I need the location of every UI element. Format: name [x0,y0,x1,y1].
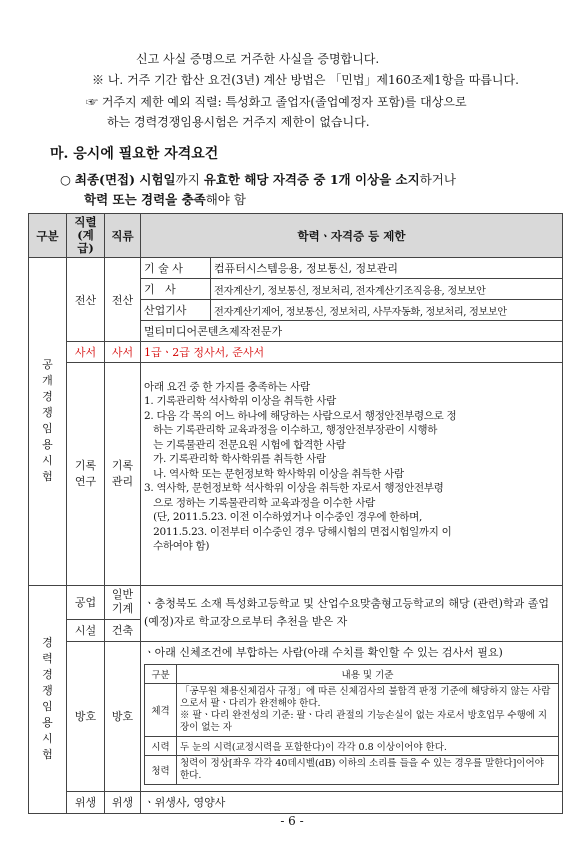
physique-label: 체격 [145,684,177,737]
records-line: 으로 정하는 기록물관리학 교육과정을 이수한 사람 [144,496,376,509]
intro-line-2 [92,71,519,88]
intro-line-4: 하는 경력경쟁임용시험은 거주지 제한이 없습니다. [107,115,370,129]
sub-header-content: 내용 및 기준 [177,665,559,684]
bullet-bold-1: 최종(면접) 시험일 [74,172,176,187]
hearing-label: 청력 [145,756,177,785]
records-line: 아래 요건 중 한 가지를 충족하는 사람 [144,380,310,393]
records-line: 나. 역사학 또는 문헌정보학 학사학위 이상을 취득한 사람 [144,467,404,480]
records-series: 기록관리 [105,363,141,586]
bullet-icon: ○ [60,172,71,187]
note-text: 나. 거주 기간 합산 요건(3년) 계산 방법은 「민법」제160조제1항을 따릅니다. [107,73,519,87]
records-line: 가. 기록관리학 학사학위를 취득한 사람 [144,453,326,465]
facility-grade: 시설 [67,619,105,641]
intro-line-1: 신고 사실 증명으로 거주한 사실을 증명합니다. [136,52,380,66]
cert-extra: 멀티미디어콘텐츠제작전문가 [141,321,563,342]
requirements-table [28,213,563,814]
records-line: 2011.5.23. 이전부터 이수중인 경우 당해시험의 면접시험일까지 이 [144,525,452,538]
table-row [29,641,563,791]
hearing-content: 청력이 정상[좌우 각각 40데시벨(dB) 이하의 소리를 들을 수 있는 경우를 말한다]이어야 한다. [177,756,559,785]
records-line: 수하여야 함) [144,540,210,552]
physique-text-1: 「공무원 채용신체검사 규정」에 따른 신체검사의 불합격 판정 기준에 해당하지 않는 사람으로서 팔ㆍ다리가 완전해야 한다. [180,686,551,709]
header-category: 구분 [29,214,67,258]
records-line: 2. 다음 각 목의 어느 하나에 해당하는 사람으로서 행정안전부령으로 정 [144,409,457,422]
industry-requirement: ㆍ충청북도 소재 특성화고등학교 및 산업수요맞춤형고등학교의 해당 (관련)학과 졸업(예정)자로 학교장으로부터 추천을 받은 자 [141,585,563,641]
records-line: 하는 기록관리학 교육과정을 이수하고, 행정안전부장관이 시행하 [144,424,438,436]
bullet-text-1c: 하거나 [419,172,456,187]
guard-grade: 방호 [67,641,105,791]
hygiene-requirement: ㆍ위생사, 영양사 [141,791,563,813]
cert-label: 기 술 사 [141,258,211,279]
guard-intro: ㆍ아래 신체조건에 부합하는 사람(아래 수치를 확인할 수 있는 검사서 필요) [144,646,503,659]
records-line: 는 기록물관리 전문요원 시험에 합격한 사람 [144,438,346,451]
bullet-bold-3: 학력 또는 경력을 충족 [84,192,206,207]
header-grade: 직렬(계급) [67,214,105,258]
records-requirement [141,363,563,586]
cert-value: 컴퓨터시스템응용, 정보통신, 정보관리 [211,258,563,279]
hygiene-grade: 위생 [67,791,105,813]
exception-text: 거주지 제한 예외 직렬: 특성화고 졸업자(졸업예정자 포함)를 대상으로 [101,95,467,109]
facility-series: 건축 [105,619,141,641]
table-row [29,791,563,813]
career-category-cell [29,585,67,813]
cert-value: 전자계산기제어, 정보통신, 정보처리, 사무자동화, 정보처리, 정보보안 [211,300,563,321]
computer-series: 전산 [105,258,141,342]
vision-label: 시력 [145,737,177,756]
table-row [29,258,563,279]
guard-requirement [141,641,563,791]
guard-series: 방호 [105,641,141,791]
page-number: - 6 - [280,814,304,828]
industry-series: 일반기계 [105,585,141,619]
bullet-line-2 [84,190,246,208]
physique-text-2: ※ 팔ㆍ다리 완전성의 기준: 팔ㆍ다리 관절의 기능손실이 없는 자로서 방호업무 수행에 지장이 없는 자 [180,710,548,733]
section-title: 마. 응시에 필요한 자격요건 [50,146,219,162]
open-category: 공개경쟁임용시험 [42,358,53,484]
career-category: 경력경쟁임용시험 [42,636,53,761]
intro-line-3 [86,93,467,110]
table-row [29,585,563,619]
records-line: 1. 기록관리학 석사학위 이상을 취득한 사람 [144,395,336,407]
hygiene-series: 위생 [105,791,141,813]
table-row [29,363,563,586]
physical-criteria-table [144,664,559,785]
records-grade: 기록연구 [67,363,105,586]
header-requirement: 학력ㆍ자격증 등 제한 [141,214,563,258]
bullet-line-1 [60,170,456,188]
sub-header-division: 구분 [145,665,177,684]
open-category-cell [29,258,67,586]
physique-content [177,684,559,737]
cert-value: 전자계산기, 정보통신, 정보처리, 전자계산기조직응용, 정보보안 [211,279,563,300]
records-line: (단, 2011.5.23. 이전 이수하였거나 이수중인 경우에 한하며, [144,511,423,523]
bullet-text-2: 해야 함 [205,192,246,207]
header-series: 직류 [105,214,141,258]
librarian-grade: 사서 [67,342,105,363]
records-line: 3. 역사학, 문헌정보학 석사학위 이상을 취득한 자로서 행정안전부령 [144,482,444,494]
librarian-requirement: 1급ㆍ2급 정사서, 준사서 [141,342,563,363]
pointing-hand-icon: ☞ [86,95,99,109]
cert-label: 기 사 [141,279,211,300]
librarian-series: 사서 [105,342,141,363]
bullet-text-1a: 까지 [175,172,204,187]
table-row [29,342,563,363]
bullet-bold-2: 유효한 해당 자격증 중 1개 이상을 소지 [203,172,420,187]
vision-content: 두 눈의 시력(교정시력을 포함한다)이 각각 0.8 이상이어야 한다. [177,737,559,756]
note-mark: ※ [92,73,105,87]
table-header-row [29,214,563,258]
cert-label: 산업기사 [141,300,211,321]
industry-grade: 공업 [67,585,105,619]
computer-grade: 전산 [67,258,105,342]
